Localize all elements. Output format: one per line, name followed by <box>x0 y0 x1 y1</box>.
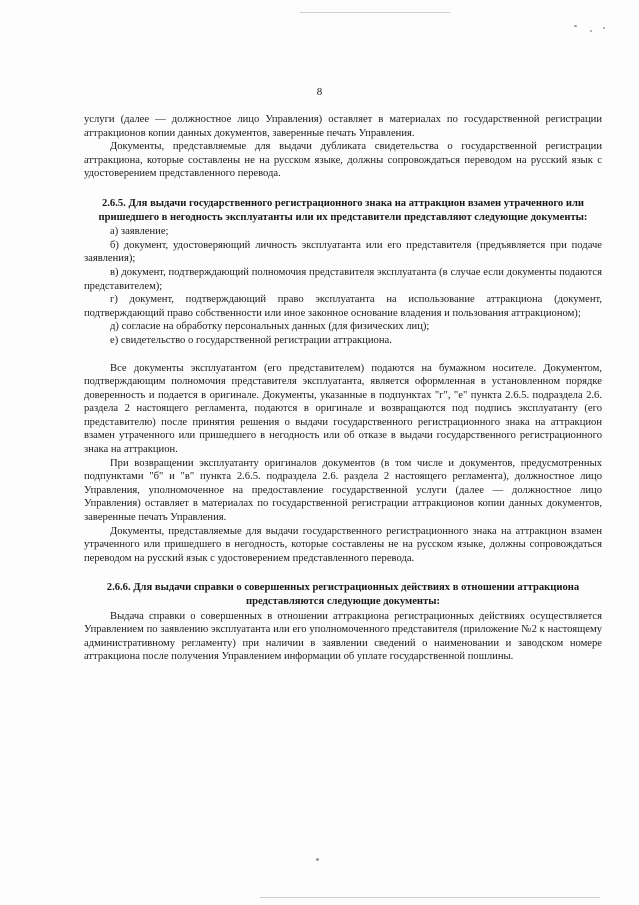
list-item: в) документ, подтверждающий полномочия представителя эксплуатанта (в случае если документы подаются представителем); <box>84 266 602 292</box>
list-item: г) документ, подтверждающий право эксплуатанта на использование аттракциона (документ, подтверждающий право собственности или иное законное основание владения и пользования аттракционом); <box>84 294 602 319</box>
paragraph: При возвращении эксплуатанту оригиналов документов (в том числе и документов, предусмотренных подпунктами "б" и "в" пункта 2.6.5. подраздела 2.6. раздела 2 настоящего регламента), должностное лицо Управления, уполномоченное на предоставление государственной услуги (далее — должностное лицо Управления) оставляет в материалах по государственной регистрации аттракционов копии данных документов, заверенные печать Управления. <box>84 457 602 524</box>
section-heading-2-6-5: 2.6.5. Для выдачи государственного регистрационного знака на аттракцион взамен утраченного или пришедшего в негодность эксплуатанты или их представители представляют следующие документы: <box>98 197 588 223</box>
paragraph: Документы, представляемые для выдачи государственного регистрационного знака на аттракцион взамен утраченного или пришедшего в негодность, которые составлены не на русском языке, должны сопровождаться переводом на русский язык с удостоверением представленного перевода. <box>84 525 602 564</box>
list-item: е) свидетельство о государственной регистрации аттракциона. <box>110 334 392 346</box>
scan-artifact <box>590 30 592 32</box>
scan-artifact <box>300 12 450 13</box>
spacer <box>84 348 602 362</box>
paragraph: услуги (далее — должностное лицо Управления) оставляет в материалах по государственной регистрации аттракционов копии данных документов, заверенные печать Управления. <box>84 114 602 139</box>
list-item: а) заявление; <box>110 226 169 238</box>
document-body <box>84 113 602 664</box>
section-heading-2-6-6: 2.6.6. Для выдачи справки о совершенных регистрационных действиях в отношении аттракциона представляются следующие документы: <box>106 582 580 607</box>
list-item: д) согласие на обработку персональных данных (для физических лиц); <box>110 321 430 333</box>
scan-artifact <box>316 858 319 861</box>
scan-artifact <box>574 25 577 27</box>
scan-artifact <box>260 897 600 898</box>
page-number: 8 <box>316 86 323 98</box>
paragraph: Все документы эксплуатантом (его представителем) подаются на бумажном носителе. Документом, подтверждающим полномочия представителя эксплуатанта, является оформленная в установленном порядке доверенность и подается в оригинале. Документы, указанные в подпунктах "г", "е" пункта 2.6.5. подраздела 2.6. раздела 2 настоящего регламента, подаются в оригинале и возвращаются под подпись эксплуатанту (его представителю) после принятия решения о выдачи государственного регистрационного знака на аттракцион взамен утраченного или пришедшего в негодность или об отказе в выдачи государственного регистрационного знака на аттракцион. <box>84 362 602 456</box>
paragraph: Выдача справки о совершенных в отношении аттракциона регистрационных действиях осуществляется Управлением по заявлению эксплуатанта или его уполномоченного представителя (приложение №2 к настоящему административному регламенту) при наличии в заявлении сведений о наименовании и заводском номере аттракциона после получения Управлением информации об уплате государственной пошлины. <box>84 610 602 663</box>
scan-artifact <box>603 27 605 29</box>
list-item: б) документ, удостоверяющий личность эксплуатанта или его представителя (предъявляется при подаче заявления); <box>84 239 602 265</box>
paragraph: Документы, представляемые для выдачи дубликата свидетельства о государственной регистрации аттракциона, которые составлены не на русском языке, должны сопровождаться переводом на русский язык с удостоверением представленного перевода. <box>84 141 602 180</box>
